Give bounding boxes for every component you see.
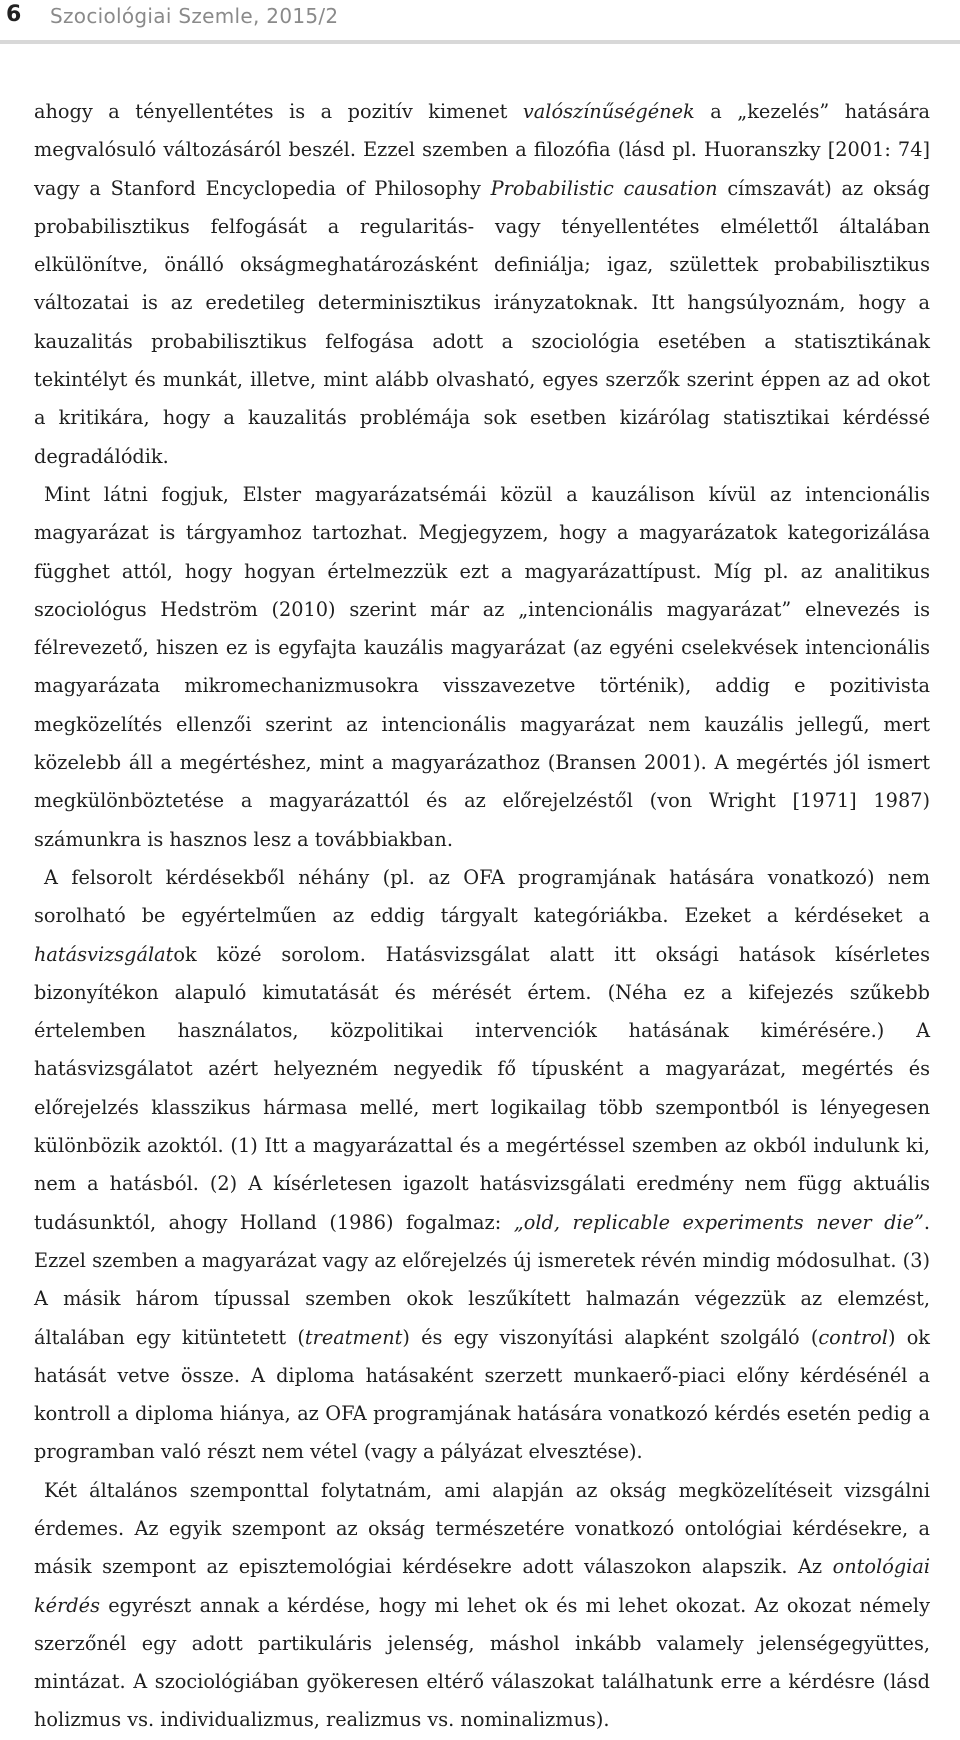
page-number: 6	[6, 2, 22, 27]
paragraph-2	[34, 476, 930, 859]
paragraph-4	[34, 1472, 930, 1740]
italic-text-run: treatment	[304, 1325, 403, 1349]
text-run: ok közé sorolom. Hatásvizsgálat alatt itt oksági hatások kísérletes bizonyítékon alapuló kimutatását és mérését értem. (Néha ez a kifejezés szűkebb értelemben használatos, közpolitikai intervenciók hatásának kimérésére.) A hatásvizsgálatot azért helyezném negyedik fő típusként a magyarázat, megértés és előrejelzés klasszikus hármasa mellé, mert logikailag több szempontból is lényegesen különbözik azoktól. (1) Itt a magyarázattal és a megértéssel szemben az okból indulunk ki, nem a hatásból. (2) A kísérletesen igazolt hatásvizsgálati eredmény nem függ aktuális tudásunktól, ahogy Holland (1986) fogalmaz:	[34, 942, 930, 1234]
italic-text-run: Probabilistic causation	[490, 176, 718, 200]
text-run: a „kezelés” hatására megvalósuló változásáról beszél. Ezzel szemben a filozófia (lásd pl. Huoranszky [2001: 74] vagy a Stanford Encyclopedia of Philosophy	[34, 100, 930, 200]
header-rule	[0, 40, 960, 44]
text-run: Mint látni fogjuk, Elster magyarázatsémái közül a kauzálison kívül az intencionális magyarázat is tárgyamhoz tartozhat. Megjegyzem, hogy a magyarázatok kategorizálása függhet attól, hogy hogyan értelmezzük ezt a magyarázattípust. Míg pl. az analitikus szociológus Hedström (2010) szerint már az „intencionális magyarázat” elnevezés is félrevezető, hiszen ez is egyfajta kauzális magyarázat (az egyéni cselekvések intencionális magyarázata mikromechanizmusokra visszavezetve történik), addig e pozitivista megközelítés ellenzői szerint az intencionális magyarázat nem kauzális jellegű, mert közelebb áll a megértéshez, mint a magyarázathoz (Bransen 2001). A megértés jól ismert megkülönböztetése a magyarázattól és az előrejelzéstől (von Wright [1971] 1987) számunkra is hasznos lesz a továbbiakban.	[34, 482, 930, 851]
text-run: A felsorolt kérdésekből néhány (pl. az OFA programjának hatására vonatkozó) nem sorolható be egyértelműen az eddig tárgyalt kategóriákba. Ezeket a kérdéseket a	[34, 865, 930, 928]
text-run: Két általános szemponttal folytatnám, ami alapján az okság megközelítéseit vizsgálni érdemes. Az egyik szempont az okság természetére vonatkozó ontológiai kérdésekre, a másik szempont az episztemológiai kérdésekre adott válaszokon alapszik. Az	[34, 1478, 930, 1579]
text-run: ahogy a tényellentétes is a pozitív kimenet	[34, 100, 523, 123]
running-header	[0, 0, 960, 44]
italic-text-run: control	[818, 1325, 888, 1349]
italic-text-run: ontológiai kérdés	[34, 1555, 930, 1617]
italic-text-run: valószínűségének	[522, 100, 695, 123]
text-run: címszavát) az okság probabilisztikus felfogását a regularitás- vagy tényellentétes elmélettől általában elkülönítve, önálló okságmeghatározásként definiálja; igaz, születtek probabilisztikus változatai is az eredetileg determinisztikus irányzatoknak. Itt hangsúlyoznám, hogy a kauzalitás probabilisztikus felfogása adott a szociológia esetében a statisztikának tekintélyt és munkát, illetve, mint alább olvasható, egyes szerzők szerint éppen az ad okot a kritikára, hogy a kauzalitás problémája sok esetben kizárólag statisztikai kérdéssé degradálódik.	[34, 176, 930, 468]
journal-title: Szociológiai Szemle, 2015/2	[50, 4, 339, 28]
paragraph-3	[34, 859, 930, 1472]
text-run: . Ezzel szemben a magyarázat vagy az előrejelzés új ismeretek révén mindig módosulhat. (3) A másik három típussal szemben okok leszűkített halmazán végezzük az elemzést, általában egy kitüntetett (	[34, 1210, 931, 1349]
text-run: ) és egy viszonyítási alapként szolgáló (	[402, 1325, 819, 1349]
paragraph-1	[34, 93, 930, 476]
text-run: egyrészt annak a kérdése, hogy mi lehet ok és mi lehet okozat. Az okozat némely szerzőnél egy adott partikuláris jelenség, máshol inkább valamely jelenségegyüttes, mintázat. A szociológiában gyökeresen eltérő válaszokat találhatunk erre a kérdésre (lásd holizmus vs. individualizmus, realizmus vs. nominalizmus).	[34, 1593, 930, 1732]
italic-text-run: hatásvizsgálat	[34, 942, 174, 966]
article-body	[34, 93, 930, 1740]
italic-text-run: „old, replicable experiments never die”	[513, 1210, 924, 1234]
text-run: ) ok hatását vetve össze. A diploma hatásaként szerzett munkaerő-piaci előny kérdésénél a kontroll a diploma hiánya, az OFA programjának hatására vonatkozó kérdés esetén pedig a programban való részt nem vétel (vagy a pályázat elvesztése).	[34, 1325, 930, 1464]
